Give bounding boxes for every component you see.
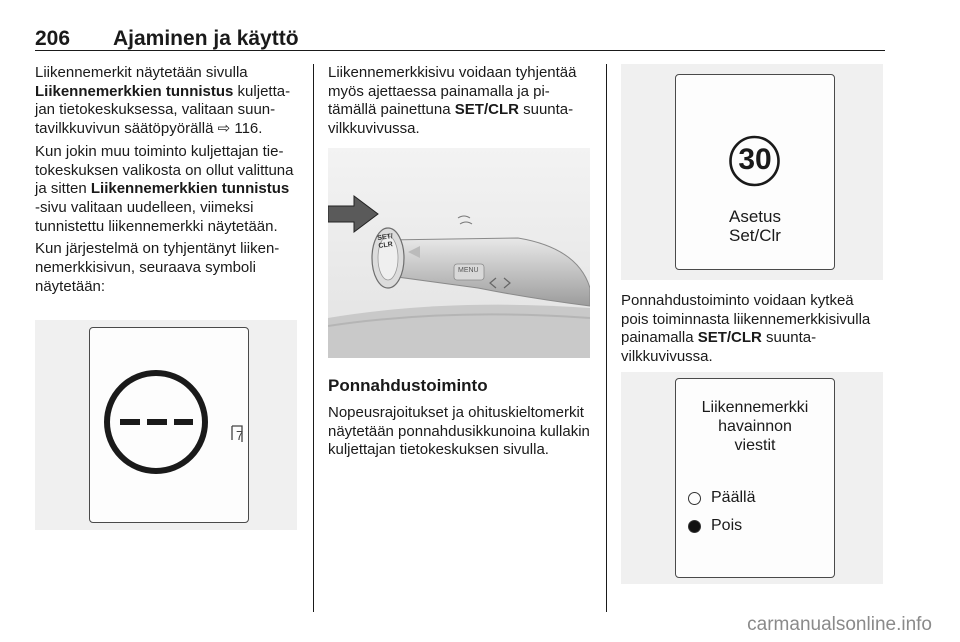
column-divider [606,64,607,612]
set-clr-label: SET/ CLR [376,232,394,251]
bold-term: SET/CLR [697,329,762,347]
page-number: 206 [35,27,71,50]
column-divider [313,64,314,612]
bold-term: Liikennemerkkien tunnistus [90,180,290,198]
figure-turn-signal-lever [328,148,590,358]
radio-selected-icon [688,520,701,533]
display-panel [675,378,835,578]
paragraph: Ponnahdustoiminto voidaan kytkeä pois toiminnasta liikennemerkkisivulla painamalla SET/CLR suuntavilkkuvivussa. [621,292,871,366]
menu-title: Liikennemerkki [701,399,809,416]
chapter-title: Ajaminen ja käyttö [113,27,299,50]
menu-title: havainnon [718,418,792,435]
page-ref-icon: ⇨ [217,120,231,138]
menu-option-off[interactable]: Pois [688,517,742,535]
paragraph: Kun järjestelmä on tyhjentänyt liikennemerkkisivun, seuraava symboli näytetään: [35,240,280,295]
display-panel [89,327,249,523]
side-number: 7 [236,428,244,443]
end-of-restriction-sign-icon [90,328,247,521]
radio-icon [688,492,701,505]
section-heading: Ponnahdustoiminto [328,376,488,395]
menu-label: MENU [458,267,479,274]
column-3 [621,292,883,371]
menu-title: viestit [734,437,776,454]
paragraph: Liikennemerkit näytetään sivulla Liikennemerkkien tunnistus kuljettajan tietokeskuksessa, valitaan suuntavilkkuvivun säätöpyörällä ⇨ 116. [35,64,291,138]
setting-label: Asetus [729,207,781,226]
menu-option-on[interactable]: Päällä [688,489,755,507]
paragraph: Nopeusrajoitukset ja ohituskieltomerkit näytetään ponnahdusikkunoina kullakin kuljettajan tietokeskuksen sivulla. [328,404,590,459]
watermark: carmanualsonline.info [747,614,932,635]
column-2 [328,64,590,143]
figure-speed-popup [621,64,883,280]
speed-value: 30 [738,143,772,176]
setting-label: Set/Clr [729,226,781,245]
page-ref: 116. [230,120,263,138]
figure-menu-popup [621,372,883,584]
header-rule [35,50,885,51]
paragraph: Kun jokin muu toiminto kuljettajan tietokeskuksen valikosta on ollut valittuna ja sitten Liikennemerkkien tunnistus -sivu valitaan uudelleen, viimeksi tunnistettu liikennemerkki näytetään. [35,142,294,235]
figure-sign-cleared [35,320,297,530]
turn-signal-lever-icon [328,148,590,358]
column-1 [35,64,297,300]
paragraph: Liikennemerkkisivu voidaan tyhjentää myös ajettaessa painamalla ja pitämällä painettuna SET/CLR suuntavilkkuvivussa. [328,64,577,138]
bold-term: SET/CLR [454,101,519,119]
display-panel [675,74,835,270]
bold-term: Liikennemerkkien tunnistus [35,82,234,100]
